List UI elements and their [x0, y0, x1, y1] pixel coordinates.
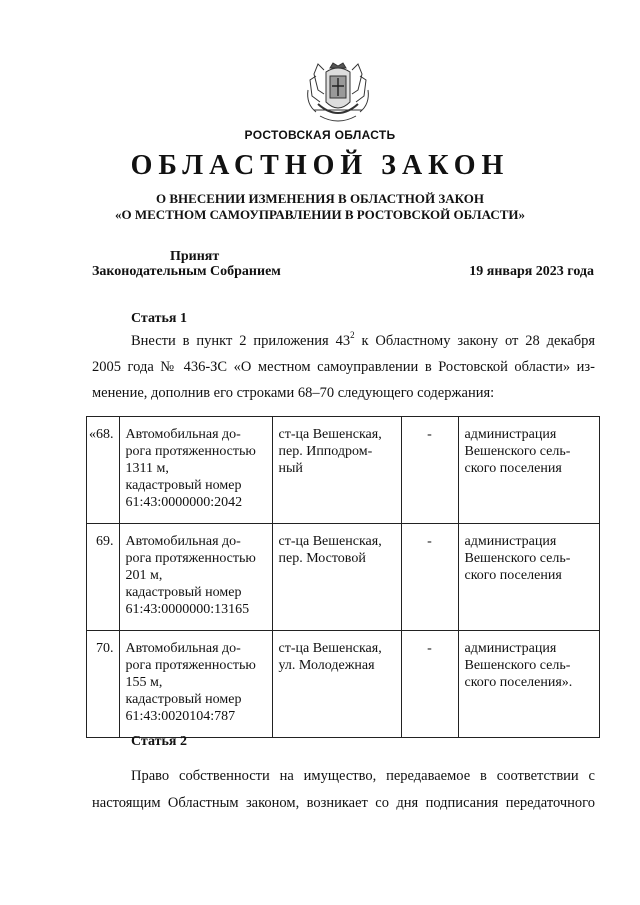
table-row: [87, 417, 600, 524]
empty-value: -: [401, 417, 458, 524]
law-subtitle-line2: «О МЕСТНОМ САМОУПРАВЛЕНИИ В РОСТОВСКОЙ ОБЛАСТИ»: [115, 207, 525, 222]
adoption-date: 19 января 2023 года: [469, 264, 594, 279]
recipient-organization: администрация Вешенского сель- ского поселения: [458, 417, 599, 524]
row-number: 70.: [87, 631, 120, 738]
row-number: «68.: [87, 417, 120, 524]
road-description: Автомобильная до- рога протяженностью 155 м, кадастровый номер 61:43:0020104:787: [119, 631, 272, 738]
law-subtitle-line1: О ВНЕСЕНИИ ИЗМЕНЕНИЯ В ОБЛАСТНОЙ ЗАКОН: [156, 191, 484, 206]
article-2-text-line2: настоящим Областным законом, возникает со дня подписания передаточного: [92, 795, 595, 811]
table-row: [87, 524, 600, 631]
law-title: ОБЛАСТНОЙ ЗАКОН: [130, 150, 510, 181]
road-description: Автомобильная до- рога протяженностью 201 м, кадастровый номер 61:43:0000000:13165: [119, 524, 272, 631]
region-name: РОСТОВСКАЯ ОБЛАСТЬ: [244, 128, 396, 142]
adoption-label: Принят: [170, 249, 220, 264]
road-description: Автомобильная до- рога протяженностью 1311 м, кадастровый номер 61:43:0000000:2042: [119, 417, 272, 524]
table-row: [87, 631, 600, 738]
recipient-organization: администрация Вешенского сель- ского поселения».: [458, 631, 599, 738]
road-address: ст-ца Вешенская, пер. Мостовой: [272, 524, 401, 631]
empty-value: -: [401, 524, 458, 631]
road-address: ст-ца Вешенская, пер. Ипподром- ный: [272, 417, 401, 524]
coat-of-arms-emblem: [300, 60, 376, 130]
article-1-heading: Статья 1: [131, 311, 187, 326]
article-2-heading: Статья 2: [131, 734, 187, 749]
adoption-body: Законодательным Собранием: [92, 264, 281, 279]
empty-value: -: [401, 631, 458, 738]
row-number: 69.: [87, 524, 120, 631]
roads-table: [86, 416, 600, 738]
article-1-text-line2: 2005 года № 436-ЗС «О местном самоуправлении в Ростовской области» из-: [92, 359, 595, 375]
article-1-text-line1: Внести в пункт 2 приложения $43^2$ к Областному закону от 28 декабря: [131, 330, 595, 349]
article-1-text-line3: менение, дополнив его строками 68–70 следующего содержания:: [92, 385, 495, 401]
recipient-organization: администрация Вешенского сель- ского поселения: [458, 524, 599, 631]
road-address: ст-ца Вешенская, ул. Молодежная: [272, 631, 401, 738]
article-2-text-line1: Право собственности на имущество, передаваемое в соответствии с: [131, 768, 595, 784]
